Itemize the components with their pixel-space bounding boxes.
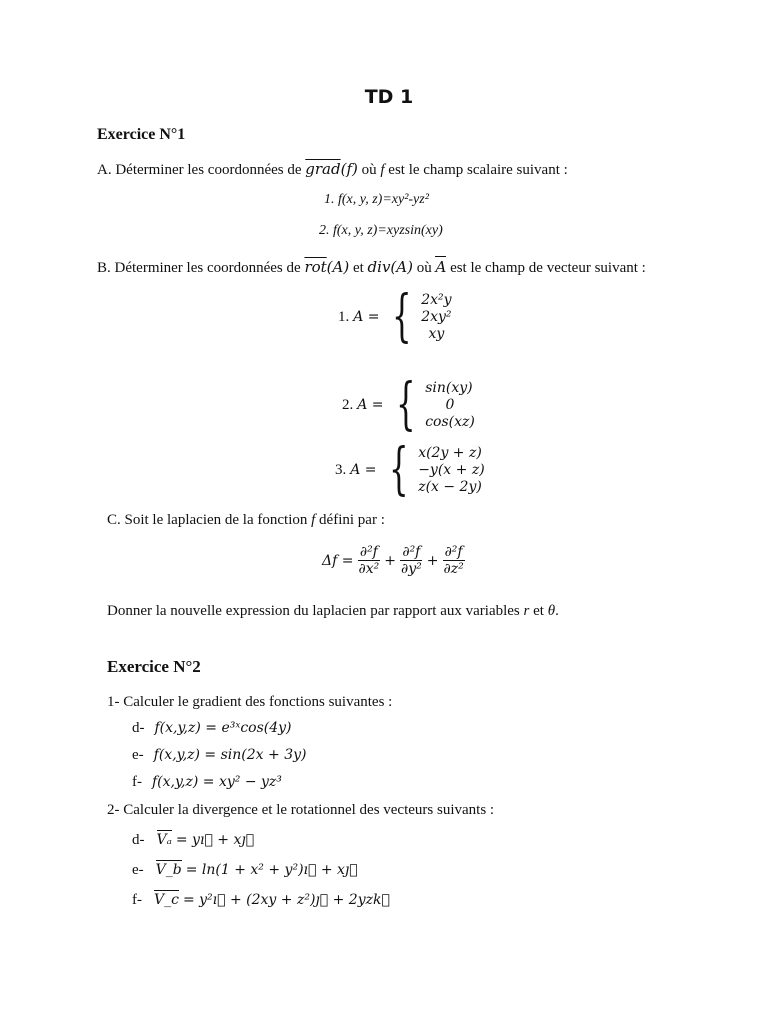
text: et — [529, 603, 548, 619]
item-expression: = ln(1 + x² + y²)ı⃗ + xȷ⃗ — [185, 862, 358, 878]
system-components — [418, 445, 484, 496]
exercise-1-part-a-statement — [97, 160, 568, 179]
fraction-denominator: ∂z² — [443, 561, 464, 577]
component-z: cos(xz) — [425, 413, 475, 430]
q1-item-f — [132, 774, 282, 791]
item-expression: f(x,y,z) = sin(2x + 3y) — [153, 747, 307, 763]
grad-operator: grad — [305, 160, 341, 178]
text: B. Déterminer les coordonnées de — [97, 260, 305, 276]
text: où — [412, 260, 436, 276]
text: Donner la nouvelle expression du laplacien par rapport aux variables — [107, 603, 524, 619]
item-label: f- — [132, 774, 142, 790]
rot-operator: $\overline{rot}$ — [304, 258, 327, 276]
item-label: e- — [132, 862, 144, 878]
vector-va: Vₐ — [156, 832, 172, 848]
fraction-z — [441, 544, 465, 577]
item-label: f- — [132, 892, 142, 908]
exercise-2-heading: Exercice N°2 — [107, 657, 201, 676]
text: est le champ scalaire suivant : — [384, 162, 568, 178]
component-x: 2x²y — [421, 291, 452, 308]
q1-item-d — [132, 720, 292, 737]
left-brace: { — [395, 372, 416, 437]
text: A. Déterminer les coordonnées de — [97, 162, 306, 178]
vector-system-2 — [342, 372, 475, 437]
fraction-denominator: ∂y² — [400, 561, 422, 577]
exercise-2-question-1: 1- Calculer le gradient des fonctions suivantes : — [107, 694, 393, 710]
system-lhs: A = — [350, 462, 377, 478]
exercise-1-heading: Exercice N°1 — [97, 126, 186, 143]
system-components — [425, 380, 475, 431]
exercise-1-part-b-statement — [97, 258, 646, 277]
text: C. Soit le laplacien de la fonction — [107, 512, 312, 528]
text: où — [357, 162, 381, 178]
q2-item-d — [132, 832, 254, 849]
system-components — [421, 292, 451, 343]
variable-theta: θ — [547, 603, 556, 619]
system-label: 3. — [335, 461, 347, 478]
component-z: z(x − 2y) — [418, 478, 482, 495]
fraction-denominator: ∂x² — [358, 561, 380, 577]
q1-item-e — [132, 747, 306, 764]
component-y: −y(x + z) — [418, 461, 485, 478]
q2-item-e — [132, 862, 358, 879]
q2-item-f — [132, 892, 390, 909]
div-operator: div(A) — [367, 258, 413, 276]
item-expression: f(x,y,z) = xy² − yz³ — [152, 774, 282, 790]
system-lhs: A = — [353, 309, 380, 325]
document-title: TD 1 — [364, 86, 414, 108]
system-label: 2. — [342, 396, 354, 413]
component-x: x(2y + z) — [418, 444, 482, 461]
system-label: 1. — [338, 308, 350, 325]
part-a-item-1: 1. f(x, y, z)=xy²-yz² — [324, 192, 429, 207]
laplacian-formula — [322, 544, 469, 577]
plus-sign: + — [426, 552, 439, 569]
item-expression: = y²ı⃗ + (2xy + z²)ȷ⃗ + 2yzk⃗ — [182, 892, 390, 908]
exercise-2-question-2: 2- Calculer la divergence et le rotationnel des vecteurs suivants : — [107, 802, 495, 818]
fraction-x — [356, 544, 381, 577]
vector-vb: V_b — [155, 862, 182, 878]
text: . — [555, 603, 559, 619]
component-x: sin(xy) — [425, 379, 473, 396]
text: est le champ de vecteur suivant : — [446, 260, 646, 276]
item-expression: f(x,y,z) = e³ˣcos(4y) — [154, 720, 292, 736]
fraction-numerator: ∂²f — [402, 544, 421, 560]
component-z: xy — [428, 325, 445, 342]
text: défini par : — [315, 512, 385, 528]
variable-r: r — [523, 603, 530, 619]
system-lhs: A = — [357, 397, 384, 413]
laplacian-lhs: Δf = — [322, 552, 354, 569]
left-brace: { — [391, 284, 412, 349]
part-a-item-2: 2. f(x, y, z)=xyzsin(xy) — [319, 223, 443, 238]
fraction-y — [399, 544, 424, 577]
vector-system-1 — [338, 284, 452, 349]
variable-f: f — [380, 162, 385, 178]
item-expression: = yı⃗ + xȷ⃗ — [175, 832, 255, 848]
fraction-numerator: ∂²f — [444, 544, 463, 560]
vector-system-3 — [335, 437, 485, 502]
exercise-1-part-c-statement — [107, 512, 385, 529]
item-label: d- — [132, 832, 145, 848]
fraction-numerator: ∂²f — [359, 544, 378, 560]
text: et — [349, 260, 368, 276]
left-brace: { — [388, 437, 409, 502]
vector-a: A — [435, 258, 447, 276]
vector-vc: V_c — [154, 892, 179, 908]
rot-argument: (A) — [326, 258, 350, 276]
variable-f: f — [311, 512, 316, 528]
plus-sign: + — [384, 552, 396, 569]
grad-argument: (f) — [340, 160, 358, 178]
item-label: d- — [132, 720, 145, 736]
component-y: 2xy² — [421, 308, 452, 325]
item-label: e- — [132, 747, 144, 763]
laplacian-question — [107, 603, 559, 620]
component-y: 0 — [445, 396, 455, 413]
